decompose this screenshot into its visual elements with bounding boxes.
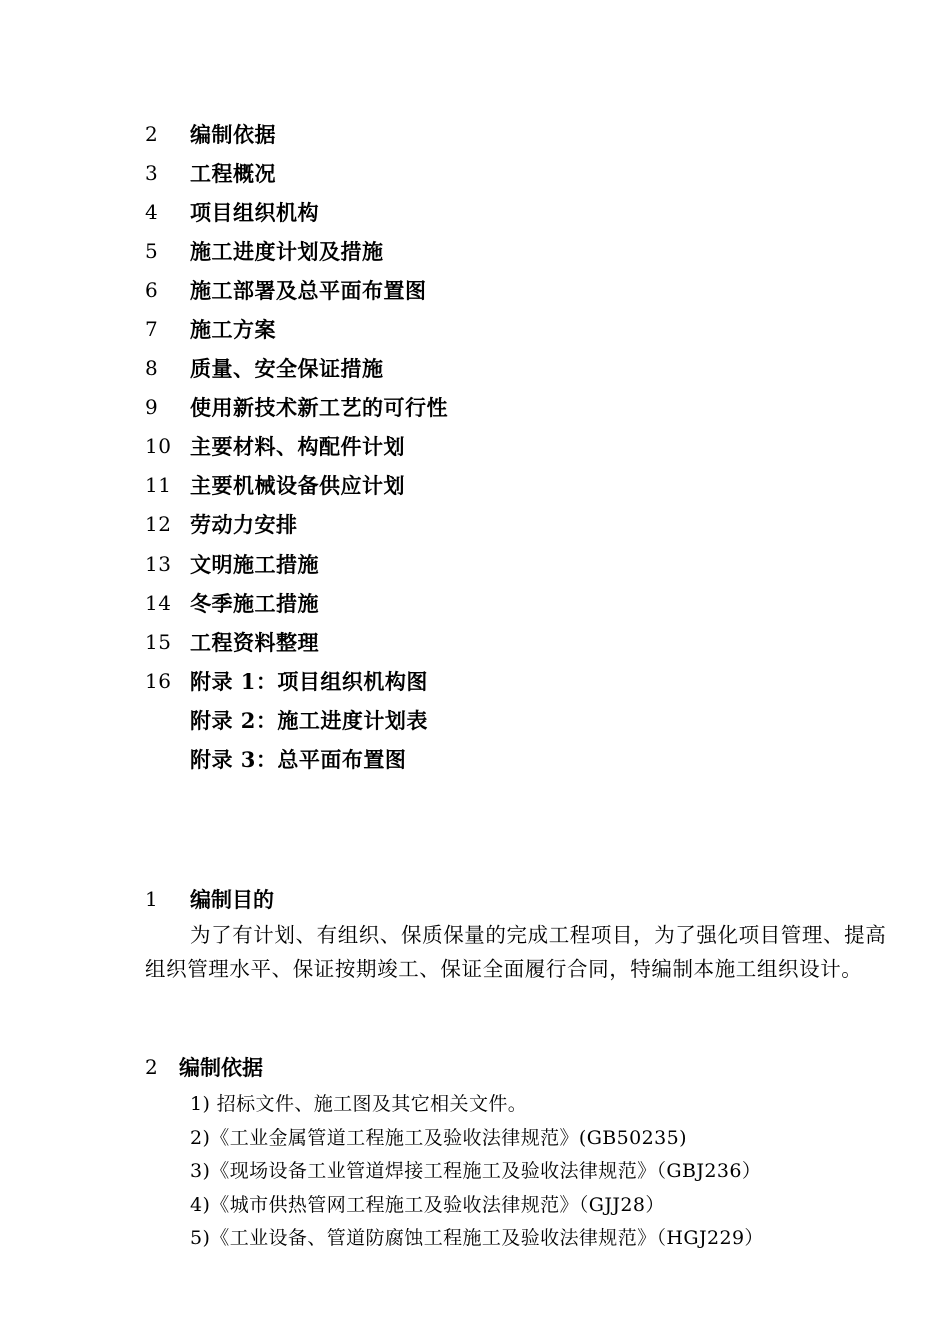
list-item: 5)《工业设备、管道防腐蚀工程施工及验收法律规范》（HGJ229） [190,1227,764,1250]
section-purpose [145,880,890,986]
toc-item-title: 工程资料整理 [190,629,319,655]
toc-item [145,466,845,505]
section-heading [145,880,890,918]
toc-item-title: 主要机械设备供应计划 [190,473,405,499]
toc-item-title: 项目组织机构 [190,199,319,225]
toc-item-number: 8 [145,356,159,381]
toc-item [145,349,845,388]
table-of-contents [145,114,845,779]
toc-item [145,114,845,153]
toc-item-number: 10 [145,434,172,459]
section-number: 1 [145,887,158,911]
section-basis [145,1048,890,1254]
toc-item-number: 9 [145,395,159,420]
toc-item-number: 6 [145,277,159,302]
toc-item-number: 13 [145,551,172,576]
toc-item-title: 施工方案 [190,317,276,343]
toc-item-number: 2 [145,121,159,146]
toc-item [145,153,845,192]
toc-item-title: 冬季施工措施 [190,590,319,616]
toc-item-title: 劳动力安排 [190,512,298,538]
toc-item [145,740,845,779]
toc-item-number: 3 [145,160,159,185]
toc-item [145,505,845,544]
toc-item-number: 7 [145,317,159,342]
toc-item-title: 主要材料、构配件计划 [190,434,405,460]
toc-item-number: 4 [145,199,159,224]
toc-item-number: 11 [145,473,172,498]
toc-item [145,661,845,700]
toc-item-title: 使用新技术新工艺的可行性 [190,395,448,421]
list-item: 3)《现场设备工业管道焊接工程施工及验收法律规范》（GBJ236） [190,1160,762,1183]
toc-item-title: 附录 2：施工进度计划表 [190,707,428,733]
toc-item-title: 施工部署及总平面布置图 [190,277,427,303]
toc-item [145,427,845,466]
reference-list [190,1086,890,1254]
section-heading [145,1048,890,1086]
toc-item-title: 施工进度计划及措施 [190,238,384,264]
section-title: 编制依据 [179,1055,263,1080]
list-item: 4)《城市供热管网工程施工及验收法律规范》（GJJ28） [190,1193,665,1216]
toc-item-number: 14 [145,590,172,615]
toc-item-title: 工程概况 [190,160,276,186]
toc-item-number: 16 [145,668,172,693]
toc-item [145,388,845,427]
toc-item-title: 编制依据 [190,121,276,147]
section-number: 2 [145,1055,158,1079]
toc-item-title: 文明施工措施 [190,551,319,577]
toc-item [145,231,845,270]
toc-item-title: 质量、安全保证措施 [190,356,384,382]
toc-item-title: 附录 3：总平面布置图 [190,747,407,773]
toc-item [145,622,845,661]
toc-item [145,309,845,348]
toc-item [145,583,845,622]
toc-item [145,270,845,309]
section-title: 编制目的 [190,887,274,912]
list-item: 1) 招标文件、施工图及其它相关文件。 [190,1093,528,1116]
toc-item-number: 12 [145,512,172,537]
section-paragraph: 为了有计划、有组织、保质保量的完成工程项目，为了强化项目管理、提高组织管理水平、保证按期竣工、保证全面履行合同，特编制本施工组织设计。 [145,923,887,981]
toc-item [145,700,845,739]
toc-item [145,544,845,583]
toc-item-title: 附录 1：项目组织机构图 [190,668,428,694]
list-item: 2)《工业金属管道工程施工及验收法律规范》(GB50235) [190,1126,687,1149]
toc-item-number: 15 [145,629,172,654]
toc-item-number: 5 [145,238,159,263]
toc-item [145,192,845,231]
